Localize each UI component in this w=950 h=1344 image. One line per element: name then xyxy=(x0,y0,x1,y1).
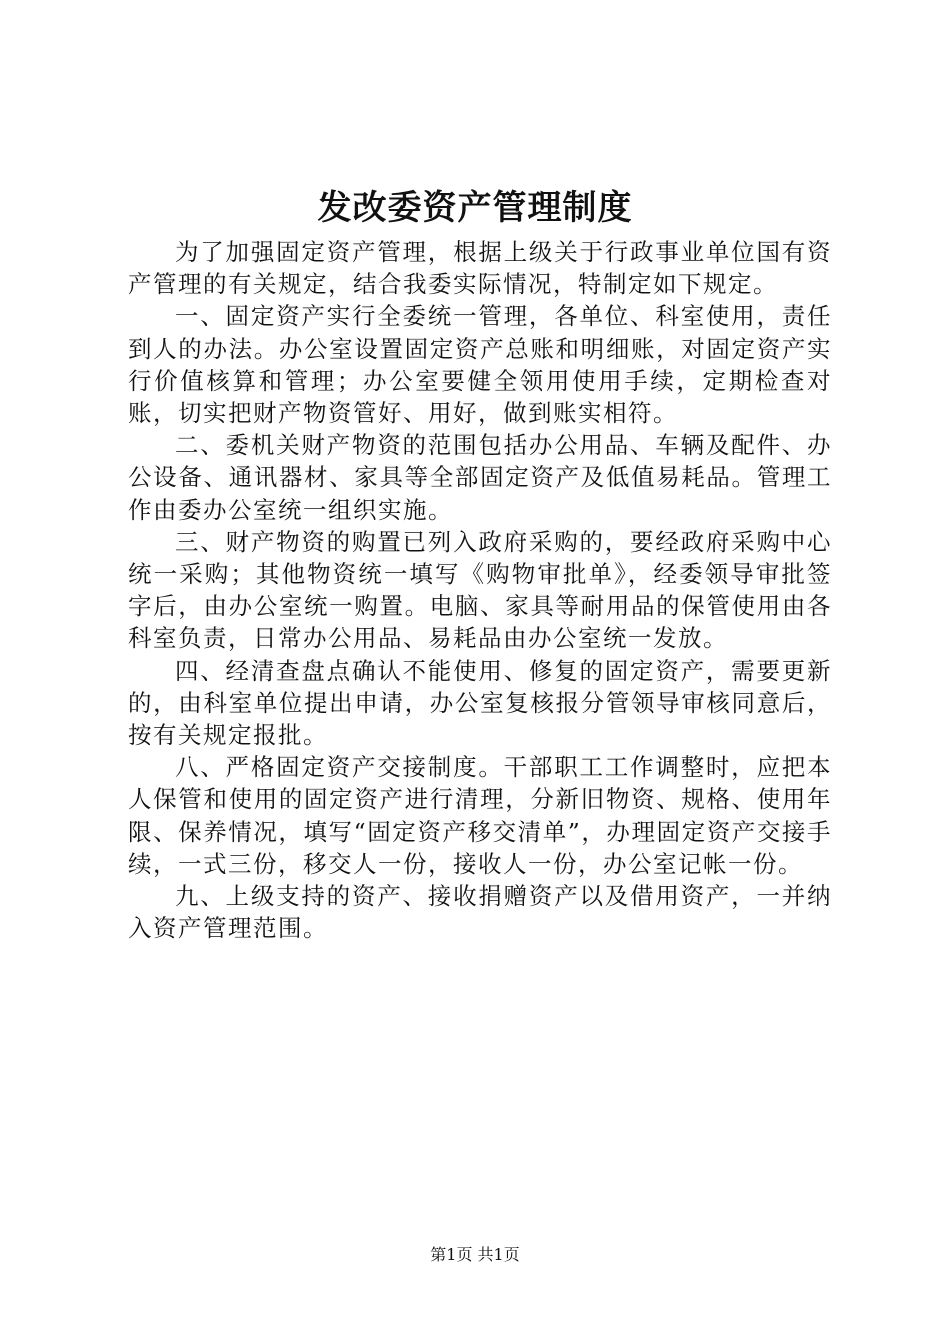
paragraph-rule-9: 九、上级支持的资产、接收捐赠资产以及借用资产，一并纳入资产管理范围。 xyxy=(128,882,832,943)
document-title: 发改委资产管理制度 xyxy=(317,188,633,228)
paragraph-intro: 为了加强固定资产管理，根据上级关于行政事业单位国有资产管理的有关规定，结合我委实际情况，特制定如下规定。 xyxy=(128,238,832,299)
page-footer: 第1页 共1页 xyxy=(430,1245,520,1264)
paragraph-rule-3: 三、财产物资的购置已列入政府采购的，要经政府采购中心统一采购；其他物资统一填写《购物审批单》，经委领导审批签字后，由办公室统一购置。电脑、家具等耐用品的保管使用由各科室负责，日常办公用品、易耗品由办公室统一发放。 xyxy=(128,527,832,653)
document-body xyxy=(128,236,832,944)
paragraph-rule-1: 一、固定资产实行全委统一管理，各单位、科室使用，责任到人的办法。办公室设置固定资产总账和明细账，对固定资产实行价值核算和管理；办公室要健全领用使用手续，定期检查对账，切实把财产物资管好、用好，做到账实相符。 xyxy=(128,302,832,428)
paragraph-rule-4: 四、经清查盘点确认不能使用、修复的固定资产，需要更新的，由科室单位提出申请，办公室复核报分管领导审核同意后，按有关规定报批。 xyxy=(128,656,832,750)
paragraph-rule-8: 八、严格固定资产交接制度。干部职工工作调整时，应把本人保管和使用的固定资产进行清理，分新旧物资、规格、使用年限、保养情况，填写“固定资产移交清单”，办理固定资产交接手续，一式三份，移交人一份，接收人一份，办公室记帐一份。 xyxy=(128,753,832,878)
paragraph-rule-2: 二、委机关财产物资的范围包括办公用品、车辆及配件、办公设备、通讯器材、家具等全部固定资产及低值易耗品。管理工作由委办公室统一组织实施。 xyxy=(128,431,832,524)
